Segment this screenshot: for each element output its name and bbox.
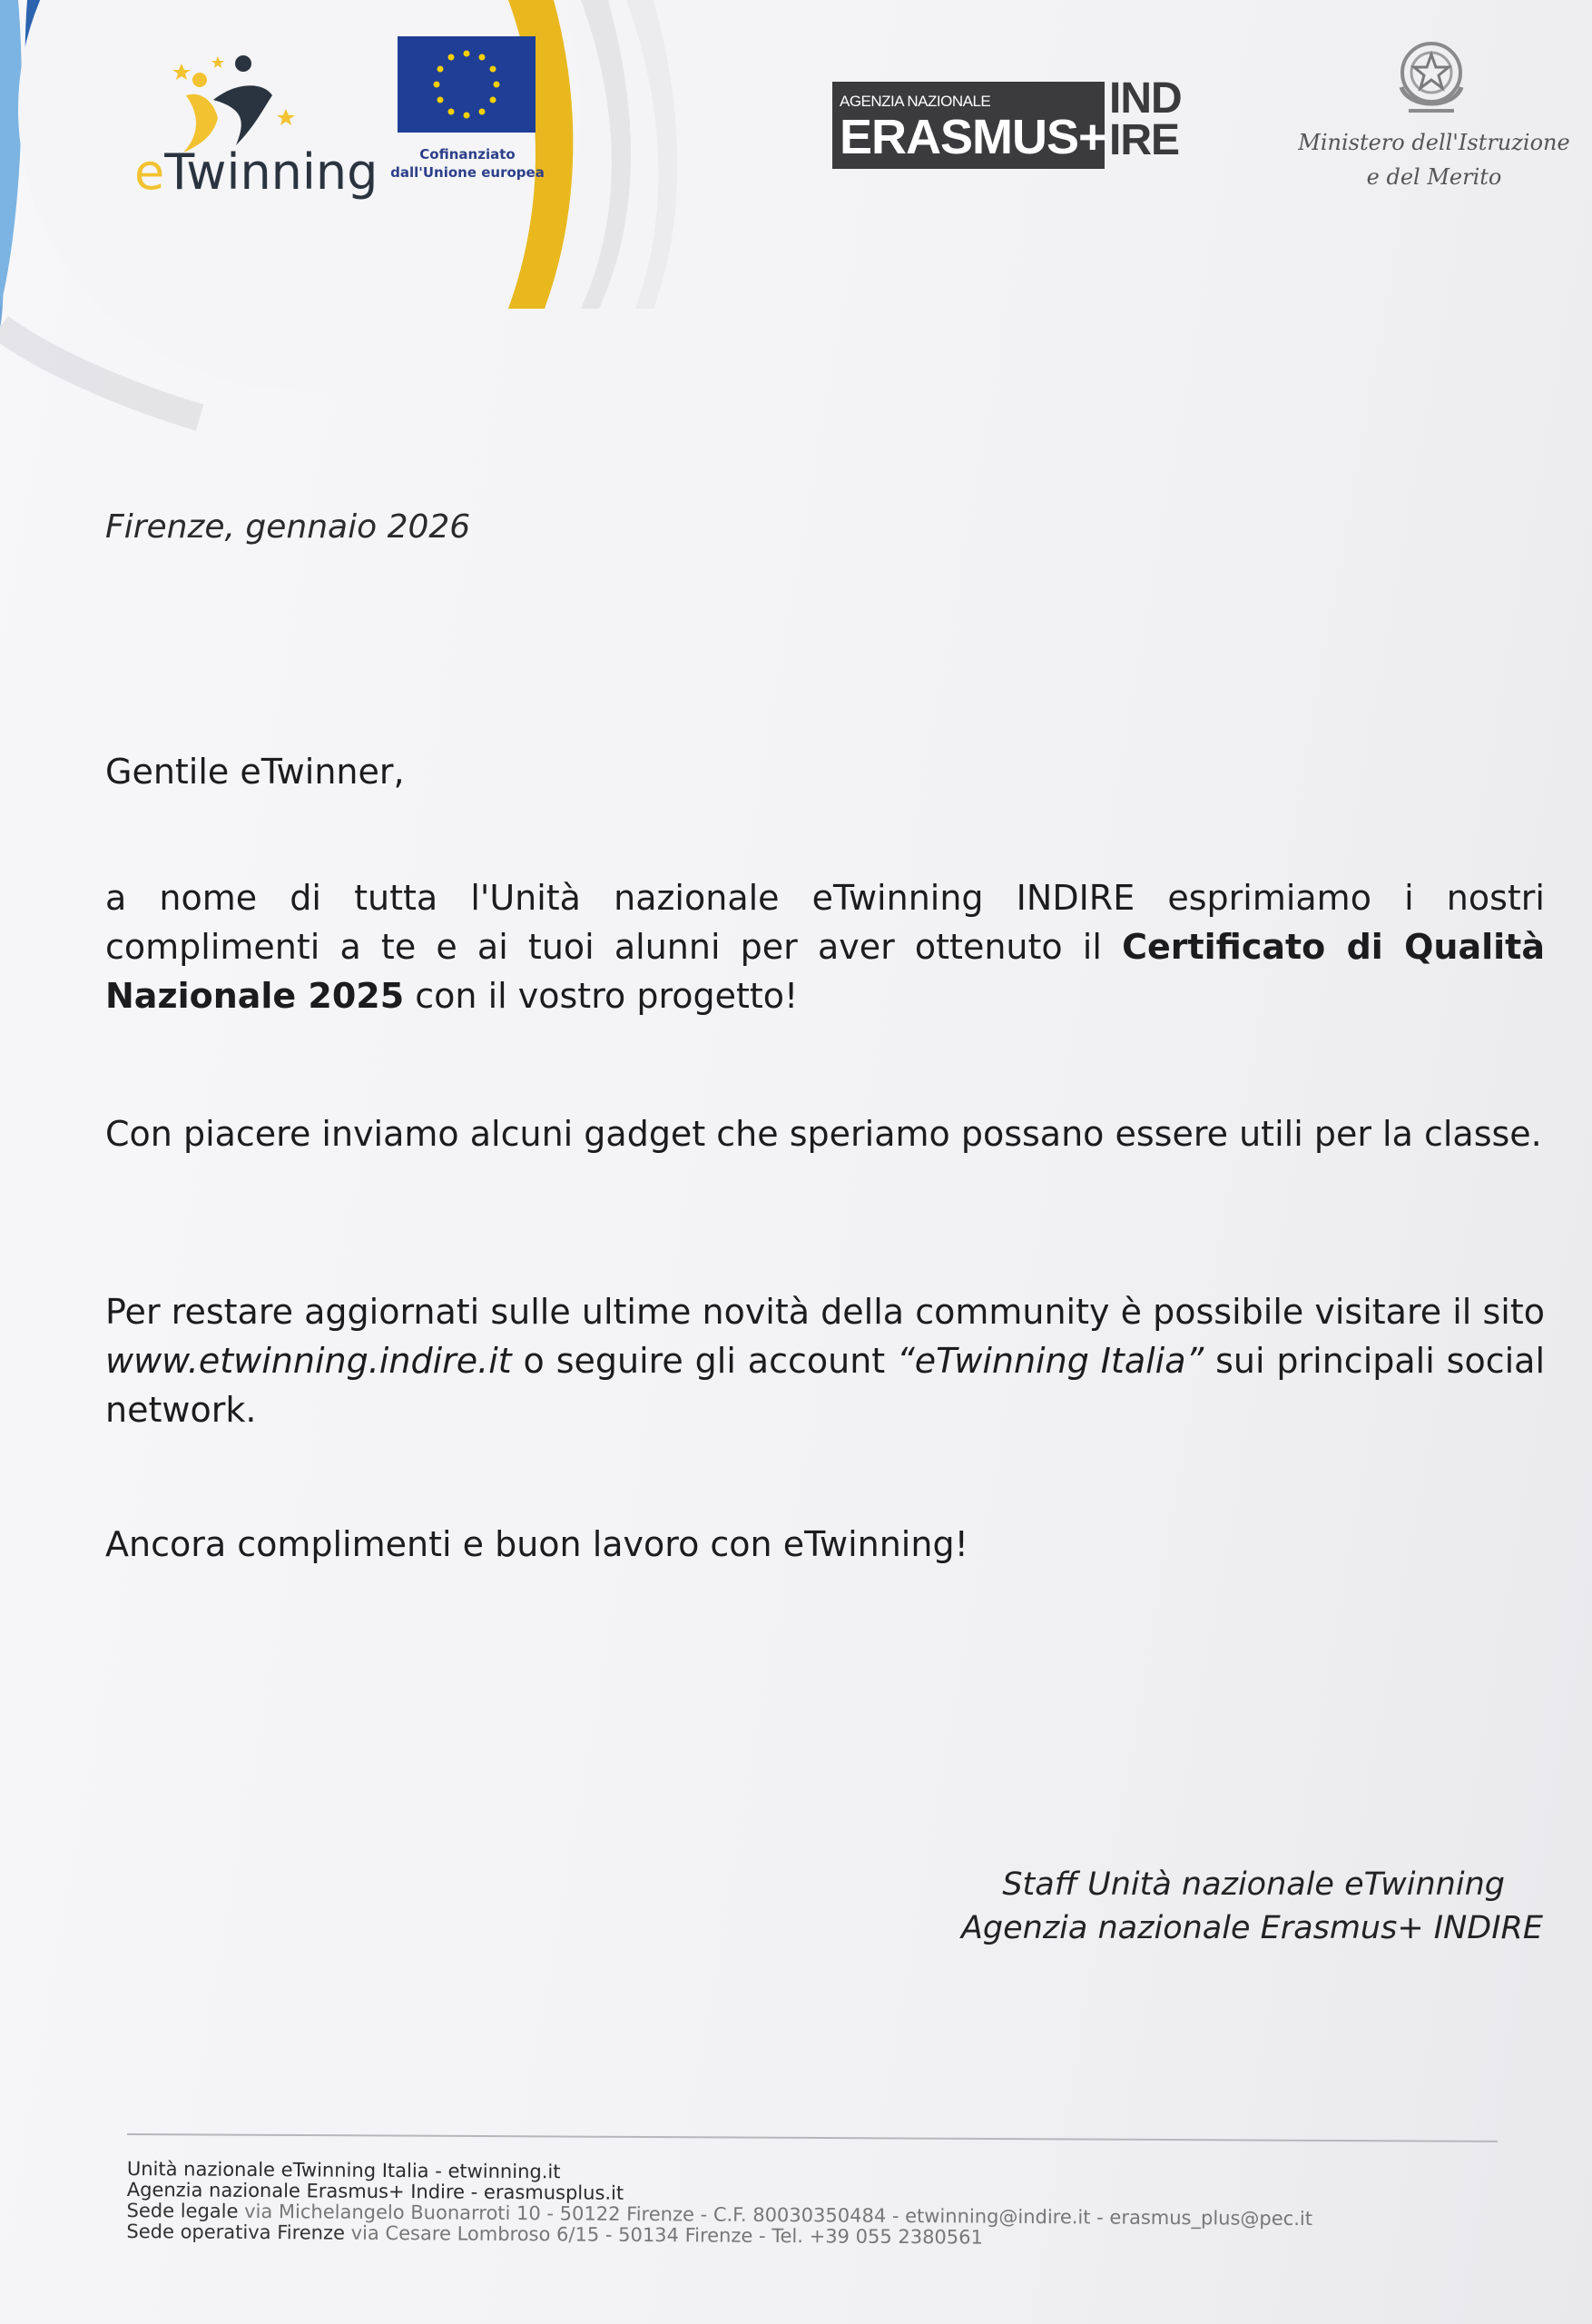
paragraph-congratulations: a nome di tutta l'Unità nazionale eTwinning INDIRE esprimiamo i nostri complimenti a te e ai tuoi alunni per aver ottenuto il Certificato di Qualità Nazionale 2025 con il vostro progetto! (105, 878, 1545, 1016)
eu-cofinancing-caption: Cofinanziato dall'Unione europea (390, 146, 545, 181)
footer-line-operational-seat: Sede operativa Firenze via Cesare Lombroso 6/15 - 50134 Firenze - Tel. +39 055 2380561 (126, 2220, 984, 2249)
footer (126, 2159, 1543, 2252)
paragraph-gadgets: Con piacere inviamo alcuni gadget che speriamo possano essere utili per la classe. (105, 1114, 1542, 1154)
italian-republic-emblem-icon (1391, 33, 1472, 120)
ministry-caption: Ministero dell'Istruzione e del Merito (1298, 130, 1570, 190)
paragraph-closing: Ancora complimenti e buon lavoro con eTwinning! (105, 1524, 968, 1564)
signature-block: Staff Unità nazionale eTwinning Agenzia nazionale Erasmus+ INDIRE (960, 1866, 1543, 1946)
salutation: Gentile eTwinner, (105, 752, 405, 792)
website-link[interactable]: www.etwinning.indire.it (105, 1341, 512, 1381)
erasmus-plus-text: AGENZIA NAZIONALE ERASMUS+ (840, 93, 1106, 164)
eu-flag-icon (398, 36, 536, 133)
indire-logo: IND IRE (1109, 74, 1182, 164)
footer-line-etwinning: Unità nazionale eTwinning Italia - etwinning.it (126, 2158, 561, 2183)
paragraph-updates: Per restare aggiornati sulle ultime novità della community è possibile visitare il sito www.etwinning.indire.it o seguire gli account “eTwinning Italia” sui principali social network. (105, 1292, 1545, 1430)
social-account-name: “eTwinning Italia” (897, 1341, 1204, 1381)
certificate-title: Certificato di Qualità Nazionale 2025 (105, 927, 1545, 1016)
footer-line-erasmus: Agenzia nazionale Erasmus+ Indire - erasmusplus.it (126, 2178, 624, 2204)
footer-line-legal-seat: Sede legale via Michelangelo Buonarroti 10 - 50122 Firenze - C.F. 80030350484 - etwinning@indire.it - erasmus_plus@pec.it (126, 2199, 1313, 2230)
letter-date: Firenze, gennaio 2026 (105, 508, 471, 546)
etwinning-wordmark: eTwinning (134, 143, 378, 201)
